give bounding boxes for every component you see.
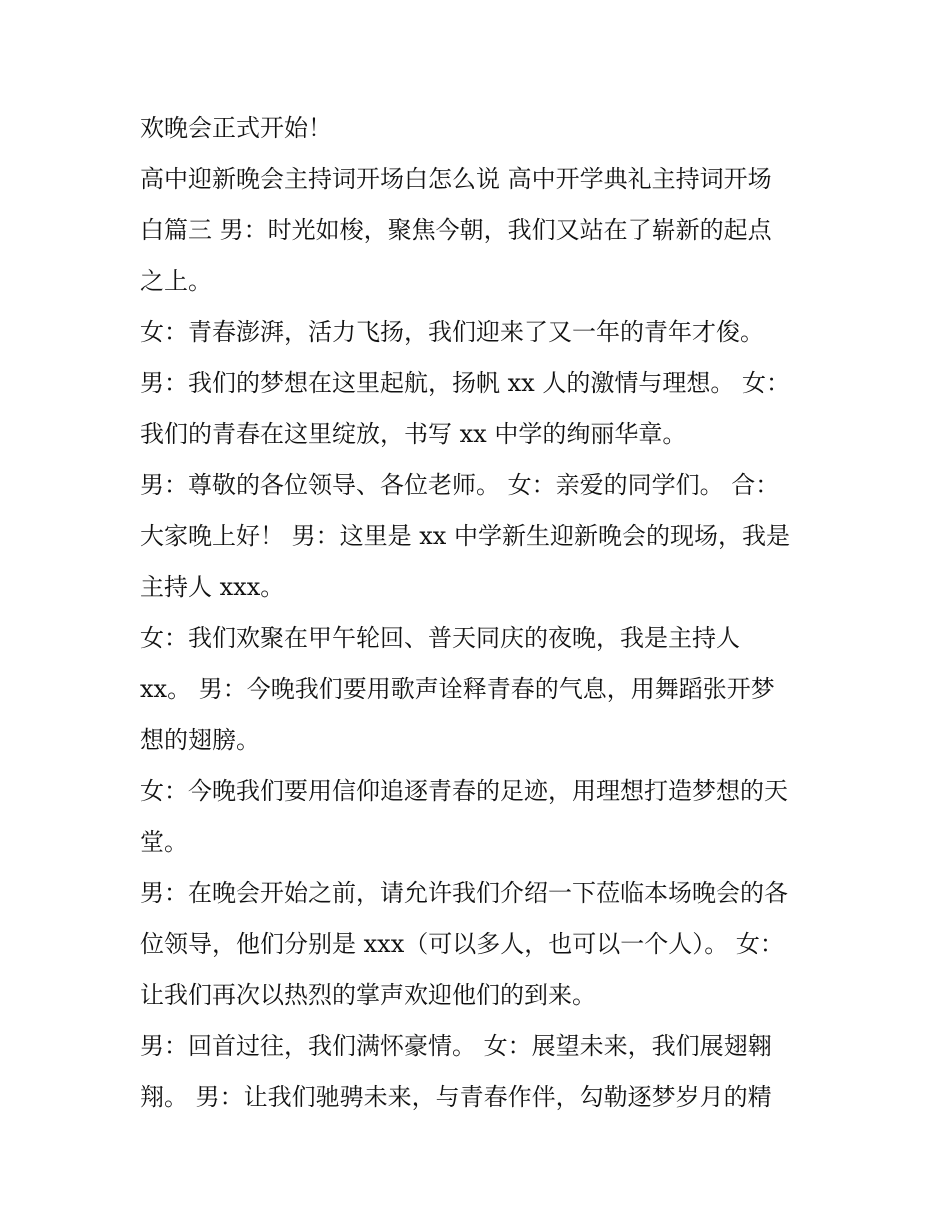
text-line: 男：在晚会开始之前，请允许我们介绍一下莅临本场晚会的各 [140,879,788,907]
text-line: 男：尊敬的各位领导、各位老师。 女：亲爱的同学们。 合： [140,471,780,499]
text-line: 女：青春澎湃，活力飞扬，我们迎来了又一年的青年才俊。 [140,318,764,346]
text-line: 堂。 [140,828,188,856]
text-line: 女：今晚我们要用信仰追逐青春的足迹，用理想打造梦想的天 [140,777,788,805]
text-line: 女：我们欢聚在甲午轮回、普天同庆的夜晚，我是主持人 [140,624,740,652]
text-line: 位领导，他们分别是 xxx（可以多人，也可以一个人）。 女： [140,930,784,958]
text-line: 男：我们的梦想在这里起航，扬帆 xx 人的激情与理想。 女： [140,369,790,397]
text-line: 欢晚会正式开始！ [140,114,332,142]
text-line: 主持人 xxx。 [140,573,285,601]
text-line: 想的翅膀。 [140,726,260,754]
text-line: xx。 男：今晚我们要用歌声诠释青春的气息，用舞蹈张开梦 [140,675,775,703]
text-line: 大家晚上好！ 男：这里是 xx 中学新生迎新晚会的现场，我是 [140,522,790,550]
text-line: 让我们再次以热烈的掌声欢迎他们的到来。 [140,981,596,1009]
text-line: 白篇三 男：时光如梭，聚焦今朝，我们又站在了崭新的起点 [140,216,772,244]
text-line: 之上。 [140,267,212,295]
text-line: 男：回首过往，我们满怀豪情。 女：展望未来，我们展翅翱 [140,1032,772,1060]
text-line: 高中迎新晚会主持词开场白怎么说 高中开学典礼主持词开场 [140,165,772,193]
text-line: 我们的青春在这里绽放，书写 xx 中学的绚丽华章。 [140,420,687,448]
text-line: 翔。 男：让我们驰骋未来，与青春作伴，勾勒逐梦岁月的精 [140,1083,772,1111]
